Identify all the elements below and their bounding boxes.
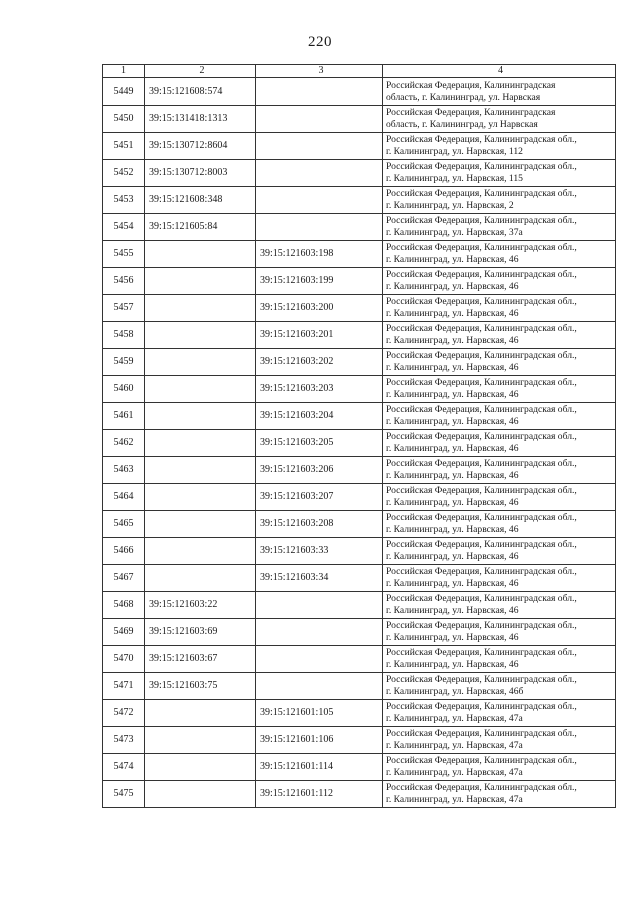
row-number: 5466 — [103, 538, 145, 565]
row-number: 5460 — [103, 376, 145, 403]
address-line-1: Российская Федерация, Калининградская обл., — [386, 269, 577, 280]
address-line-1: Российская Федерация, Калининградская обл., — [386, 134, 577, 145]
table-row — [103, 700, 616, 727]
cadastral-number-col2 — [145, 241, 256, 268]
address-cell — [383, 565, 616, 592]
address-line-1: Российская Федерация, Калининградская обл., — [386, 431, 577, 442]
row-number: 5469 — [103, 619, 145, 646]
address-cell — [383, 160, 616, 187]
cadastral-number-col3: 39:15:121603:205 — [256, 430, 383, 457]
cadastral-number-col3: 39:15:121603:204 — [256, 403, 383, 430]
cadastral-number-col3 — [256, 160, 383, 187]
address-line-2: область, г. Калининград, ул. Нарвская — [386, 91, 541, 103]
address-cell — [383, 538, 616, 565]
cadastral-number-col3: 39:15:121603:201 — [256, 322, 383, 349]
row-number: 5467 — [103, 565, 145, 592]
table-row — [103, 754, 616, 781]
cadastral-number-col3: 39:15:121603:208 — [256, 511, 383, 538]
table-row — [103, 106, 616, 133]
cadastral-number-col3: 39:15:121601:105 — [256, 700, 383, 727]
cadastral-number-col3: 39:15:121603:202 — [256, 349, 383, 376]
cadastral-number-col2: 39:15:121603:67 — [145, 646, 256, 673]
address-line-1: Российская Федерация, Калининградская обл., — [386, 161, 577, 172]
cadastral-number-col3: 39:15:121603:207 — [256, 484, 383, 511]
address-line-1: Российская Федерация, Калининградская обл., — [386, 458, 577, 469]
address-line-2: г. Калининград, ул. Нарвская, 46 — [386, 254, 519, 265]
cadastral-number-col2 — [145, 538, 256, 565]
address-line-1: Российская Федерация, Калининградская обл., — [386, 755, 577, 766]
table-row — [103, 349, 616, 376]
table-row — [103, 133, 616, 160]
address-line-2: г. Калининград, ул. Нарвская, 47а — [386, 767, 523, 778]
address-line-1: Российская Федерация, Калининградская обл., — [386, 512, 577, 523]
table-row — [103, 457, 616, 484]
address-line-1: Российская Федерация, Калининградская обл., — [386, 485, 577, 496]
row-number: 5449 — [103, 78, 145, 106]
page-number: 220 — [308, 34, 332, 50]
cadastral-number-col3 — [256, 187, 383, 214]
row-number: 5450 — [103, 106, 145, 133]
address-line-1: Российская Федерация, Калининградская обл., — [386, 539, 577, 550]
address-line-2: г. Калининград, ул. Нарвская, 46 — [386, 362, 519, 373]
row-number: 5454 — [103, 214, 145, 241]
header-col-3: 3 — [256, 65, 383, 78]
row-number: 5453 — [103, 187, 145, 214]
address-line-2: г. Калининград, ул. Нарвская, 2 — [386, 200, 514, 211]
cadastral-number-col2 — [145, 781, 256, 808]
cadastral-number-col2 — [145, 700, 256, 727]
address-line-2: г. Калининград, ул. Нарвская, 47а — [386, 740, 523, 751]
address-line-2: г. Калининград, ул. Нарвская, 112 — [386, 146, 523, 157]
address-line-1: Российская Федерация, Калининградская обл., — [386, 701, 577, 712]
cadastral-number-col3: 39:15:121603:200 — [256, 295, 383, 322]
cadastral-number-col2: 39:15:131418:1313 — [145, 106, 256, 133]
row-number: 5451 — [103, 133, 145, 160]
address-line-1: Российская Федерация, Калининградская обл., — [386, 350, 577, 361]
row-number: 5458 — [103, 322, 145, 349]
address-line-2: г. Калининград, ул. Нарвская, 47а — [386, 713, 523, 724]
row-number: 5464 — [103, 484, 145, 511]
header-row — [103, 65, 616, 78]
row-number: 5456 — [103, 268, 145, 295]
address-cell — [383, 214, 616, 241]
address-line-1: Российская Федерация, Калининградская обл., — [386, 674, 577, 685]
address-line-1: Российская Федерация, Калининградская обл., — [386, 377, 577, 388]
row-number: 5455 — [103, 241, 145, 268]
table-row — [103, 322, 616, 349]
address-line-2: г. Калининград, ул. Нарвская, 46 — [386, 578, 519, 589]
cadastral-number-col3: 39:15:121603:33 — [256, 538, 383, 565]
address-line-2: г. Калининград, ул. Нарвская, 46 — [386, 605, 519, 616]
address-cell — [383, 754, 616, 781]
address-cell — [383, 106, 616, 133]
address-line-1: Российская Федерация, Калининградская — [386, 107, 556, 118]
address-cell — [383, 376, 616, 403]
table-row — [103, 403, 616, 430]
address-cell — [383, 727, 616, 754]
cadastral-number-col2 — [145, 511, 256, 538]
cadastral-number-col2 — [145, 322, 256, 349]
cadastral-number-col2: 39:15:121603:69 — [145, 619, 256, 646]
table-row — [103, 78, 616, 106]
row-number: 5473 — [103, 727, 145, 754]
cadastral-number-col3: 39:15:121603:199 — [256, 268, 383, 295]
address-cell — [383, 511, 616, 538]
cadastral-number-col3 — [256, 78, 383, 106]
table-row — [103, 214, 616, 241]
table-row — [103, 187, 616, 214]
table-row — [103, 538, 616, 565]
address-cell — [383, 430, 616, 457]
table-row — [103, 268, 616, 295]
cadastral-number-col2 — [145, 754, 256, 781]
table-row — [103, 565, 616, 592]
address-line-2: г. Калининград, ул. Нарвская, 46 — [386, 389, 519, 400]
cadastral-number-col2 — [145, 268, 256, 295]
row-number: 5465 — [103, 511, 145, 538]
table-row — [103, 619, 616, 646]
address-cell — [383, 268, 616, 295]
row-number: 5472 — [103, 700, 145, 727]
table-row — [103, 727, 616, 754]
cadastral-number-col3: 39:15:121601:112 — [256, 781, 383, 808]
table-row — [103, 484, 616, 511]
table-row — [103, 160, 616, 187]
address-line-1: Российская Федерация, Калининградская обл., — [386, 728, 577, 739]
address-line-1: Российская Федерация, Калининградская обл., — [386, 296, 577, 307]
address-line-1: Российская Федерация, Калининградская обл., — [386, 647, 577, 658]
address-line-1: Российская Федерация, Калининградская — [386, 79, 556, 91]
cadastral-number-col2: 39:15:121608:348 — [145, 187, 256, 214]
address-line-2: г. Калининград, ул. Нарвская, 46 — [386, 551, 519, 562]
address-line-1: Российская Федерация, Калининградская обл., — [386, 215, 577, 226]
table-row — [103, 646, 616, 673]
address-line-2: г. Калининград, ул. Нарвская, 47а — [386, 794, 523, 805]
table-row — [103, 241, 616, 268]
cadastral-number-col3 — [256, 214, 383, 241]
table-row — [103, 376, 616, 403]
address-line-1: Российская Федерация, Калининградская обл., — [386, 404, 577, 415]
cadastral-number-col2 — [145, 565, 256, 592]
cadastral-number-col2: 39:15:121603:22 — [145, 592, 256, 619]
row-number: 5457 — [103, 295, 145, 322]
address-line-2: г. Калининград, ул. Нарвская, 46б — [386, 686, 524, 697]
cadastral-number-col3 — [256, 619, 383, 646]
address-cell — [383, 700, 616, 727]
address-line-1: Российская Федерация, Калининградская обл., — [386, 620, 577, 631]
address-cell — [383, 295, 616, 322]
cadastral-number-col3 — [256, 646, 383, 673]
cadastral-number-col2: 39:15:121608:574 — [145, 78, 256, 106]
cadastral-number-col3: 39:15:121603:34 — [256, 565, 383, 592]
table-row — [103, 511, 616, 538]
cadastral-number-col3: 39:15:121603:206 — [256, 457, 383, 484]
row-number: 5459 — [103, 349, 145, 376]
address-cell — [383, 457, 616, 484]
address-cell — [383, 619, 616, 646]
table-row — [103, 592, 616, 619]
cadastral-number-col3: 39:15:121601:114 — [256, 754, 383, 781]
address-cell — [383, 78, 616, 106]
cadastral-number-col2 — [145, 403, 256, 430]
address-cell — [383, 673, 616, 700]
address-line-2: г. Калининград, ул. Нарвская, 46 — [386, 524, 519, 535]
cadastral-number-col2: 39:15:121603:75 — [145, 673, 256, 700]
cadastral-number-col3 — [256, 106, 383, 133]
address-line-2: г. Калининград, ул. Нарвская, 46 — [386, 335, 519, 346]
address-cell — [383, 133, 616, 160]
cadastral-number-col2: 39:15:130712:8604 — [145, 133, 256, 160]
table-row — [103, 673, 616, 700]
cadastral-number-col2 — [145, 295, 256, 322]
address-cell — [383, 322, 616, 349]
cadastral-number-col2: 39:15:121605:84 — [145, 214, 256, 241]
address-line-1: Российская Федерация, Калининградская обл., — [386, 242, 577, 253]
header-col-2: 2 — [145, 65, 256, 78]
address-line-1: Российская Федерация, Калининградская обл., — [386, 566, 577, 577]
address-cell — [383, 403, 616, 430]
table-body — [103, 78, 616, 808]
cadastral-number-col2 — [145, 430, 256, 457]
row-number: 5461 — [103, 403, 145, 430]
address-line-1: Российская Федерация, Калининградская обл., — [386, 188, 577, 199]
cadastral-number-col2 — [145, 376, 256, 403]
cadastral-number-col2 — [145, 349, 256, 376]
address-line-2: г. Калининград, ул. Нарвская, 46 — [386, 470, 519, 481]
row-number: 5468 — [103, 592, 145, 619]
address-cell — [383, 349, 616, 376]
cadastral-number-col3 — [256, 592, 383, 619]
address-cell — [383, 646, 616, 673]
address-line-2: г. Калининград, ул. Нарвская, 115 — [386, 173, 523, 184]
cadastral-number-col2 — [145, 457, 256, 484]
table-row — [103, 295, 616, 322]
row-number: 5470 — [103, 646, 145, 673]
row-number: 5474 — [103, 754, 145, 781]
header-col-4: 4 — [383, 65, 616, 78]
address-cell — [383, 592, 616, 619]
cadastral-number-col3: 39:15:121603:203 — [256, 376, 383, 403]
table-row — [103, 781, 616, 808]
address-line-1: Российская Федерация, Калининградская обл., — [386, 593, 577, 604]
address-line-2: г. Калининград, ул. Нарвская, 46 — [386, 416, 519, 427]
address-cell — [383, 187, 616, 214]
address-cell — [383, 484, 616, 511]
cadastral-number-col2: 39:15:130712:8003 — [145, 160, 256, 187]
cadastral-number-col3 — [256, 133, 383, 160]
address-line-2: область, г. Калининград, ул Нарвская — [386, 119, 538, 130]
cadastral-number-col2 — [145, 727, 256, 754]
address-cell — [383, 781, 616, 808]
row-number: 5471 — [103, 673, 145, 700]
cadastral-number-col2 — [145, 484, 256, 511]
address-line-2: г. Калининград, ул. Нарвская, 46 — [386, 659, 519, 670]
table-row — [103, 430, 616, 457]
address-line-2: г. Калининград, ул. Нарвская, 46 — [386, 281, 519, 292]
row-number: 5462 — [103, 430, 145, 457]
address-line-2: г. Калининград, ул. Нарвская, 46 — [386, 443, 519, 454]
registry-table — [102, 64, 616, 808]
row-number: 5475 — [103, 781, 145, 808]
row-number: 5463 — [103, 457, 145, 484]
address-line-2: г. Калининград, ул. Нарвская, 46 — [386, 632, 519, 643]
address-line-1: Российская Федерация, Калининградская обл., — [386, 323, 577, 334]
address-line-2: г. Калининград, ул. Нарвская, 46 — [386, 497, 519, 508]
row-number: 5452 — [103, 160, 145, 187]
address-line-2: г. Калининград, ул. Нарвская, 37а — [386, 227, 523, 238]
address-line-2: г. Калининград, ул. Нарвская, 46 — [386, 308, 519, 319]
address-line-1: Российская Федерация, Калининградская обл., — [386, 782, 577, 793]
header-col-1: 1 — [103, 65, 145, 78]
cadastral-number-col3: 39:15:121603:198 — [256, 241, 383, 268]
cadastral-number-col3 — [256, 673, 383, 700]
cadastral-number-col3: 39:15:121601:106 — [256, 727, 383, 754]
address-cell — [383, 241, 616, 268]
